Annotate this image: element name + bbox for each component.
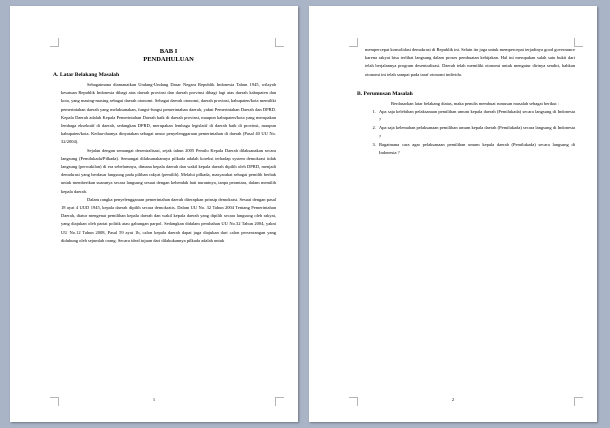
document-page-2 [309,6,597,422]
problem-list [365,108,575,157]
page-number: 1 [152,397,156,402]
list-item: 3. Bagaimana cara agar pelaksanaan pemilihan umum kepala daerah (Pemilukada) secara langsung di Indonesia ? [377,141,575,157]
intro-paragraph: Berdasarkan latar belakang diatas, maka penulis membuat rumusan masalah sebagai berikut : [391,100,559,106]
body-paragraph: Sebagaimana diamanatkan Undang-Undang Dasar Negara Republik Indonesia Tahun 1945, wilayah kesatuan Republik Indonesia dibagi atas daerah provinsi dan daerah provinsi dibagi lagi atas daerah kabupaten dan kota, yang masing-masing sebagai daerah otonomi. Sebagai daerah otonomi, daerah provinsi, kabupaten/kota memiliki pemerintahan daerah yang melaksanakan, fungsi-fungsi pemerintahan daerah, yakni Pemerintahan Daerah dan DPRD. Kepala Daerah adalah Kepala Pemerintahan Daerah baik di daerah provinsi, maupun kabupaten/kota yang merupakan lembaga eksekutif di daerah, sedangkan DPRD, merupakan lembaga legislatif di daerah baik di provinsi, maupun kabupaten/kota. Kedua-duanya dinyatakan sebagai unsur penyelenggaraan pemerintahan di daerah (Pasal 40 UU No. 32/2004). [61,82,276,145]
page-1-body [53,48,276,245]
body-paragraph: Dalam rangka penyelenggaraan pemerintahan daerah diterapkan prinsip demokrasi. Sesuai dengan pasal 18 ayat 4 UUD 1945, kepala daerah dipilih secara demokratis. Dalam UU No. 32 Tahun 2004 Tentang Pemerintahan Daerah, diatur mengenai pemilihan kepala daerah dan wakil kepala daerah yang dipilih secara langsung oleh rakyat, yang diajukan oleh partai politik atau gabungan parpol. Sedangkan didalam perubahan UU No.32 Tahun 2004, yakni UU No.12 Tahun 2008, Pasal 59 ayat 1b, calon kepala daerah dapat juga diajukan dari calon perseorangan yang didukung oleh sejumlah orang. Secara ideal tujuan dari dilakukannya pilkada adalah untuk [61,196,276,243]
list-item: 2. Apa saja kelemahan pelaksanaan pemilihan umum kepala daerah (Pemilukada) secara langsung di Indonesia ? [377,124,575,140]
chapter-number: BAB I [159,48,178,55]
document-page-1 [10,6,298,422]
page-2-body [357,46,575,157]
page-number: 2 [451,397,455,402]
list-item: 1. Apa saja kelebihan pelaksanaan pemilihan umum kepala daerah (Pemilukada) secara langsung di Indonesia ? [377,108,575,124]
section-heading-a: A. Latar Belakang Masalah [53,72,120,78]
section-heading-b: B. Perumusan Masalah [357,90,413,97]
margin-corner-mark [50,38,59,47]
chapter-title: PENDAHULUAN [143,56,194,63]
margin-corner-mark [275,38,284,47]
body-paragraph: Sejalan dengan semangat desentralisasi, sejak tahun 2005 Pemilu Kepala Daerah dilaksanakan secara langsung (Pemilukada/Pilkada). Semangat dilaksanakannya pilkada adalah koreksi terhadap system demokrasi tidak langsung (perwakilan) di era sebelumnya, dimana kepala daerah dan wakil kepala daerah dipilih oleh DPRD, menjadi demokrasi yang berdasar langsung pada pilihan rakyat (pemilih). Melalui pilkada, masyarakat sebagai pemilih berhak untuk memberikan suaranya secara langsung sesuai dengan kehendak hati nuraninya, tanpa perantara, dalam memilih kepala daerah. [61,147,276,194]
continuation-paragraph: mempercepat konsolidasi demokrasi di Republik ini. Selain itu juga untuk mempercepat terjadinya good governance karena rakyat bisa terlibat langsung dalam proses pembuatan kebijakan. Hal ini merupakan salah satu bukti dari telah berjalannya program desentralisasi. Daerah telah memiliki otonomi untuk mengatur dirinya sendiri, bahkan otonomi ini telah sampai pada taraf otonomi individu. [365,47,575,77]
margin-corner-mark [574,38,583,47]
margin-corner-mark [349,38,358,47]
